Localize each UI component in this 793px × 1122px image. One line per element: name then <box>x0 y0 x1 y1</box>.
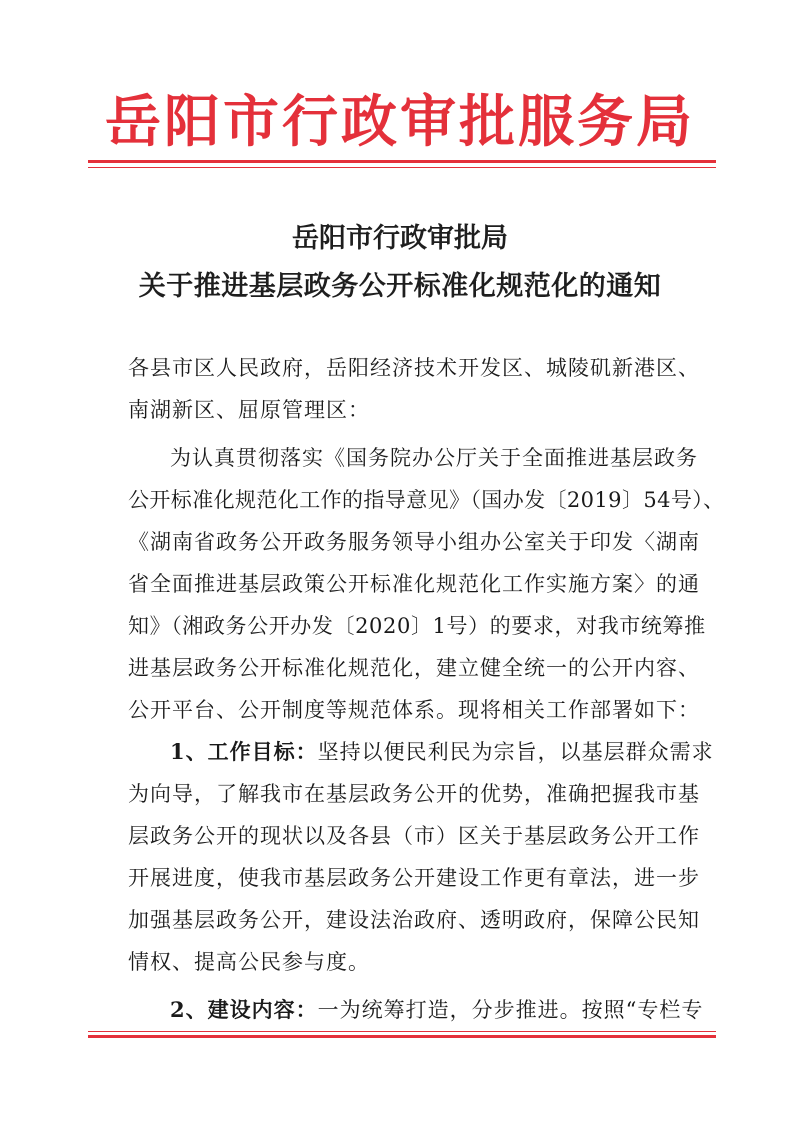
body-line: 层政务公开的现状以及各县（市）区关于基层政务公开工作 <box>128 824 700 848</box>
letterhead-rule-thick <box>88 160 716 163</box>
addressee-line: 各县市区人民政府，岳阳经济技术开发区、城陵矶新港区、 <box>128 356 700 380</box>
body-line: 《湖南省政务公开政务服务领导小组办公室关于印发〈湖南 <box>128 530 700 554</box>
footer-rule-thick <box>88 1035 716 1038</box>
section-2-first-line <box>170 996 704 1024</box>
letterhead-title: 岳阳市行政审批服务局 <box>105 89 695 155</box>
body-line: 公开平台、公开制度等规范体系。现将相关工作部署如下： <box>128 698 700 722</box>
body-line: 省全面推进基层政策公开标准化规范化工作实施方案〉的通 <box>128 572 700 596</box>
body-line: 进基层政务公开标准化规范化，建立健全统一的公开内容、 <box>128 656 700 680</box>
body-line: 为认真贯彻落实《国务院办公厅关于全面推进基层政务 <box>170 446 698 470</box>
body-line: 加强基层政务公开，建设法治政府、透明政府，保障公民知 <box>128 908 700 932</box>
body-line: 公开标准化规范化工作的指导意见》（国办发〔2019〕54号）、 <box>128 488 725 512</box>
body-line: 情权、提高公民参与度。 <box>128 950 370 974</box>
addressee-line: 南湖新区、屈原管理区： <box>128 398 370 422</box>
document-title-line-2: 关于推进基层政务公开标准化规范化的通知 <box>138 271 662 302</box>
body-line: 为向导，了解我市在基层政务公开的优势，准确把握我市基 <box>128 782 700 806</box>
section-2-text: 一为统筹打造，分步推进。按照“专栏专 <box>317 998 704 1022</box>
body-line: 开展进度，使我市基层政务公开建设工作更有章法，进一步 <box>128 866 700 890</box>
section-2-heading: 2、建设内容： <box>170 997 318 1022</box>
section-1-text: 坚持以便民利民为宗旨，以基层群众需求 <box>317 740 714 764</box>
section-1-first-line <box>170 738 714 766</box>
letterhead-rule-thin <box>88 167 716 168</box>
section-1-heading: 1、工作目标： <box>170 739 318 764</box>
body-line: 知》（湘政务公开办发〔2020〕1号）的要求，对我市统筹推 <box>128 614 706 638</box>
footer-rule-thin <box>88 1031 716 1032</box>
document-title-line-1: 岳阳市行政审批局 <box>292 223 508 254</box>
